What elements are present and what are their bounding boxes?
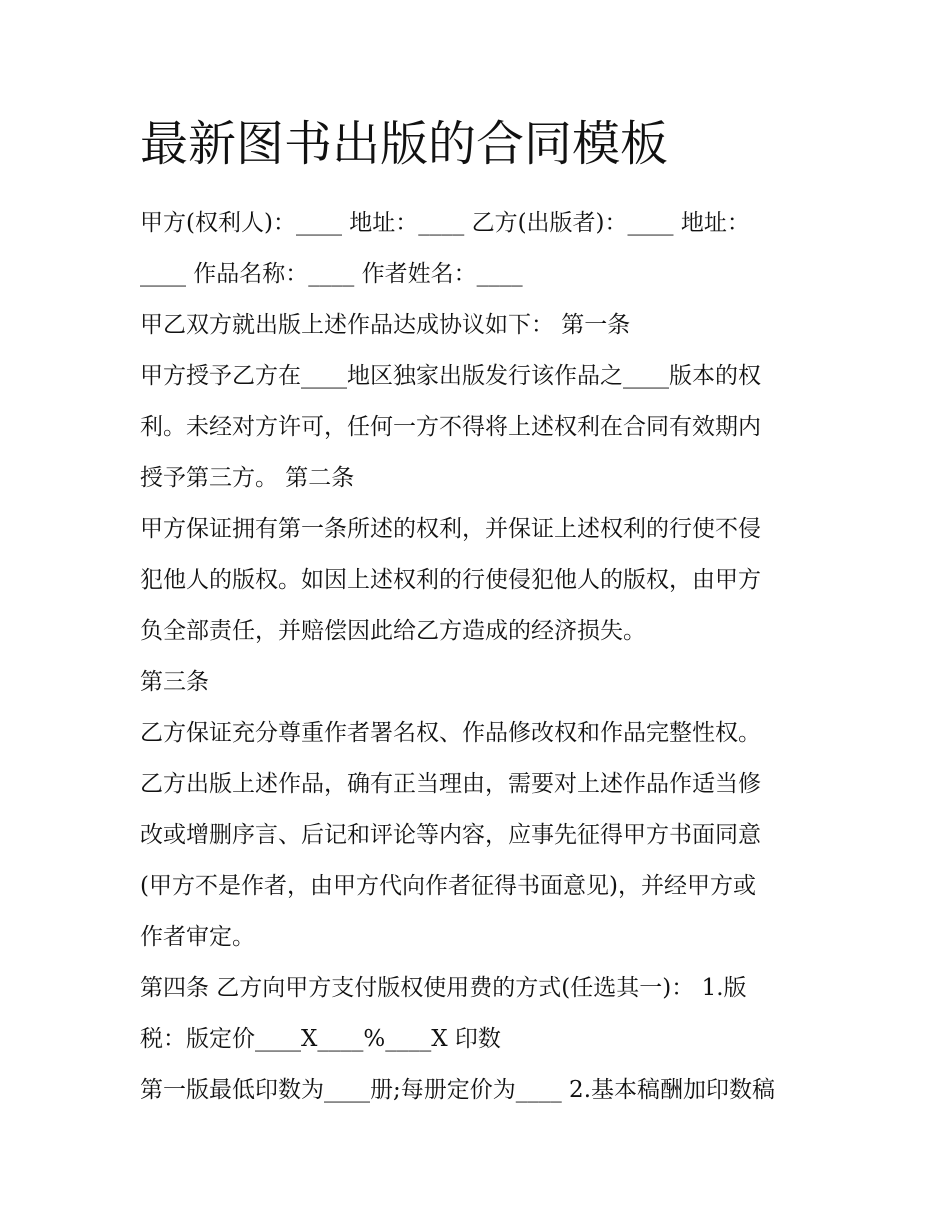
body-line: 负全部责任，并赔偿因此给乙方造成的经济损失。 [140, 618, 646, 644]
body-line: (甲方不是作者，由甲方代向作者征得书面意见)，并经甲方或 [140, 873, 756, 899]
body-line: 第一版最低印数为____册;每册定价为____ 2.基本稿酬加印数稿 [140, 1077, 776, 1103]
body-line: 第三条 [140, 669, 209, 695]
body-line: 犯他人的版权。如因上述权利的行使侵犯他人的版权，由甲方 [140, 567, 761, 593]
body-line: 甲方保证拥有第一条所述的权利，并保证上述权利的行使不侵 [140, 516, 761, 542]
body-line: 甲乙双方就出版上述作品达成协议如下： 第一条 [140, 312, 631, 338]
body-line: 税：版定价____X____%____X 印数 [140, 1026, 501, 1052]
body-line: 作者审定。 [140, 924, 255, 950]
body-line: 第四条 乙方向甲方支付版权使用费的方式(任选其一)： 1.版 [140, 975, 747, 1001]
body-line: 甲方(权利人)：____ 地址：____ 乙方(出版者)：____ 地址： [140, 210, 750, 236]
body-line: 利。未经对方许可，任何一方不得将上述权利在合同有效期内 [140, 414, 761, 440]
body-line: 授予第三方。 第二条 [140, 465, 355, 491]
document-title: 最新图书出版的合同模板 [140, 116, 669, 172]
body-line: 改或增删序言、后记和评论等内容，应事先征得甲方书面同意 [140, 822, 761, 848]
body-line: 甲方授予乙方在____地区独家出版发行该作品之____版本的权 [140, 363, 761, 389]
body-line: ____ 作品名称：____ 作者姓名：____ [140, 261, 523, 287]
document-body [140, 198, 820, 1116]
body-line: 乙方保证充分尊重作者署名权、作品修改权和作品完整性权。 [140, 720, 761, 746]
body-line: 乙方出版上述作品，确有正当理由，需要对上述作品作适当修 [140, 771, 761, 797]
